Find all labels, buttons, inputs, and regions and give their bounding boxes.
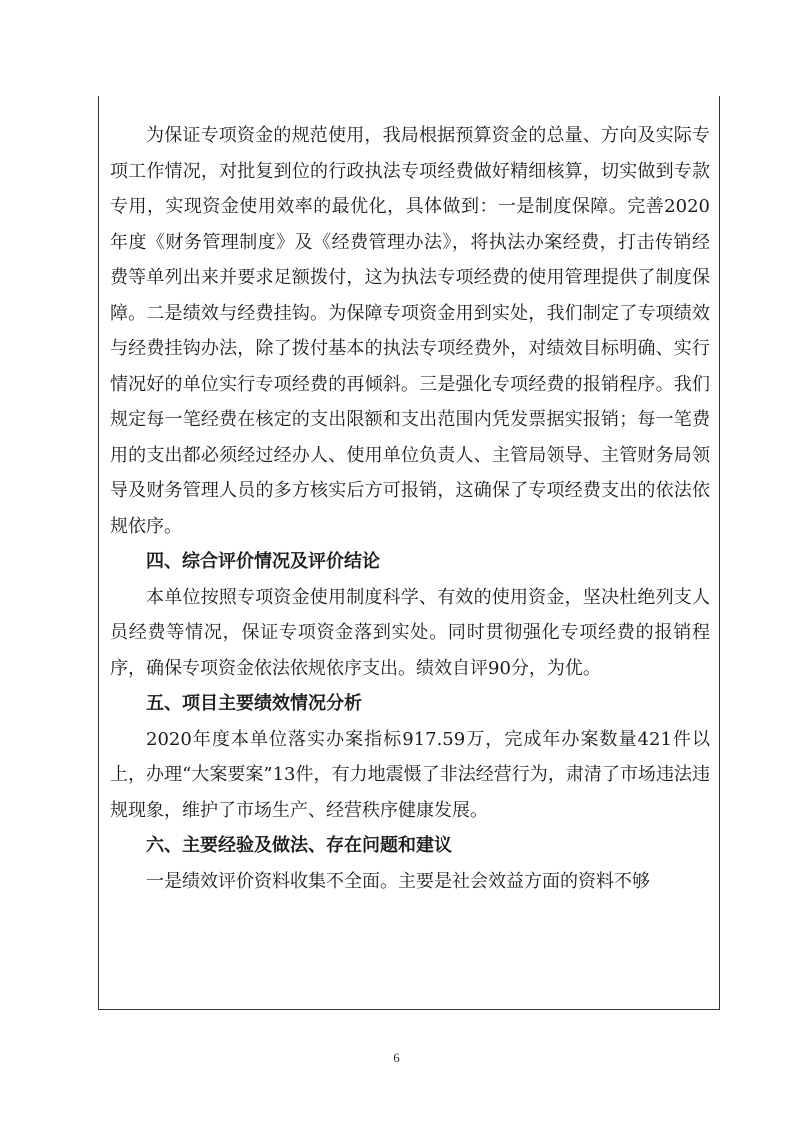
paragraph-fund-usage: 为保证专项资金的规范使用，我局根据预算资金的总量、方向及实际专项工作情况，对批复到位的行政执法专项经费做好精细核算，切实做到专款专用，实现资金使用效率的最优化，具体做到：一是制度保障。完善2020年度《财务管理制度》及《经费管理办法》，将执法办案经费，打击传销经费等单列出来并要求足额拨付，这为执法专项经费的使用管理提供了制度保障。二是绩效与经费挂钩。为保障专项资金用到实处，我们制定了专项绩效与经费挂钩办法，除了拨付基本的执法专项经费外，对绩效目标明确、实行情况好的单位实行专项经费的再倾斜。三是强化专项经费的报销程序。我们规定每一笔经费在核定的支出限额和支出范围内凭发票据实报销；每一笔费用的支出都必须经过经办人、使用单位负责人、主管局领导、主管财务局领导及财务管理人员的多方核实后方可报销，这确保了专项经费支出的依法依规依序。: [110, 125, 710, 537]
page-number: 6: [393, 1050, 400, 1065]
section-heading-4: 四、综合评价情况及评价结论: [146, 551, 380, 572]
paragraph-issues: 一是绩效评价资料收集不全面。主要是社会效益方面的资料不够: [146, 870, 650, 892]
document-body: [110, 118, 710, 899]
section-heading-6: 六、主要经验及做法、存在问题和建议: [146, 835, 452, 856]
paragraph-evaluation-conclusion: 本单位按照专项资金使用制度科学、有效的使用资金，坚决杜绝列支人员经费等情况，保证专项资金落到实处。同时贯彻强化专项经费的报销程序，确保专项资金依法依规依序支出。绩效自评90分，为优。: [110, 586, 710, 679]
paragraph-performance-analysis: 2020年度本单位落实办案指标917.59万，完成年办案数量421件以上，办理“大案要案”13件，有力地震慑了非法经营行为，肃清了市场违法违规现象，维护了市场生产、经营秩序健康发展。: [110, 728, 710, 821]
section-heading-5: 五、项目主要绩效情况分析: [146, 693, 362, 714]
